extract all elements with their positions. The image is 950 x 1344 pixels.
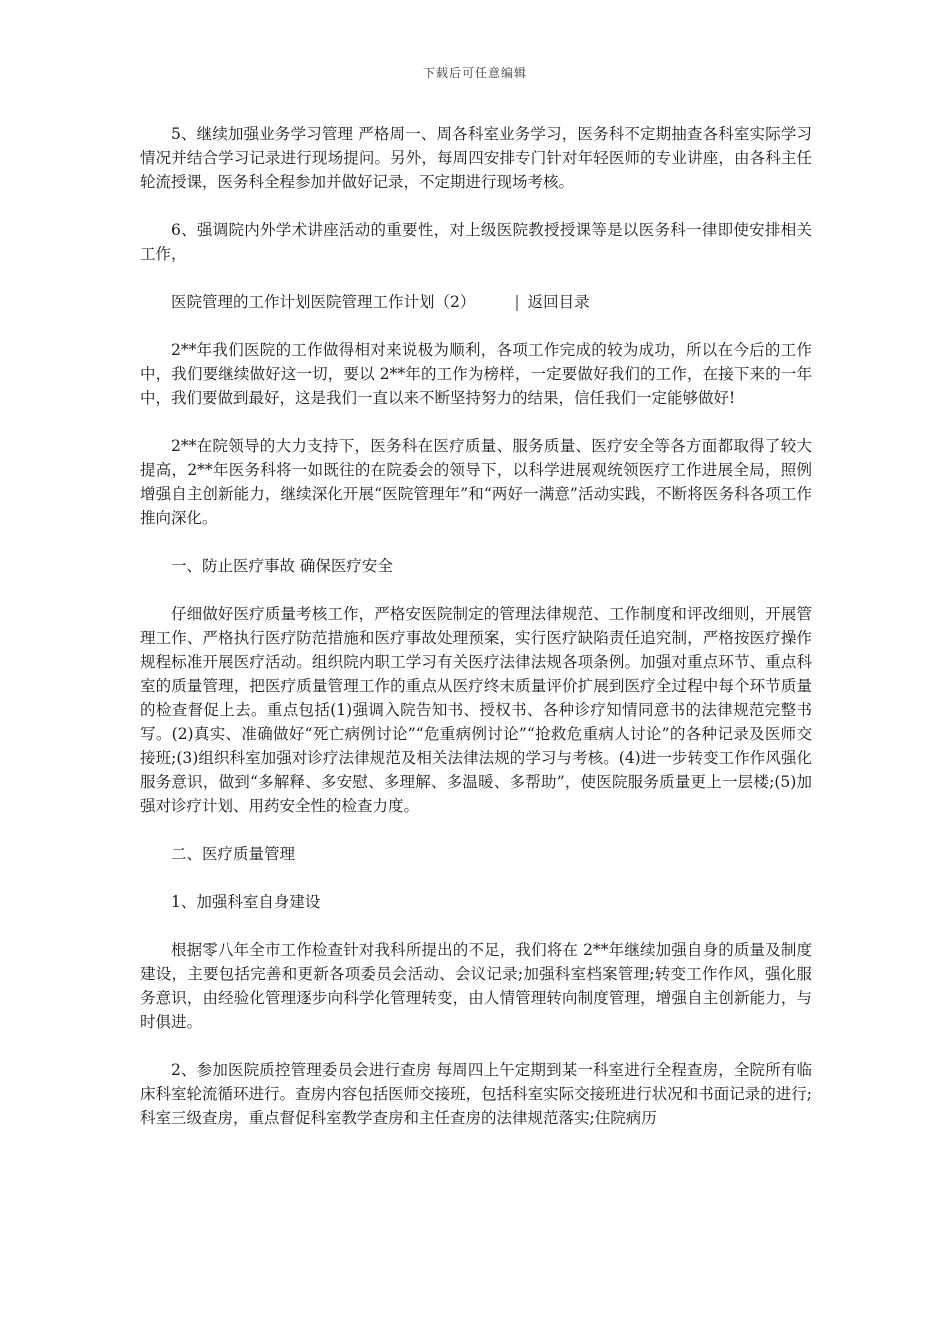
subsection-heading: 1、加强科室自身建设 xyxy=(171,893,321,911)
paragraph: 5、继续加强业务学习管理 严格周一、周各科室业务学习，医务科不定期抽查各科室实际学习情况并结合学习记录进行现场提问。另外，每周四安排专门针对年轻医师的专业讲座，由各科主任轮流授课，医务科全程参加并做好记录，不定期进行现场考核。 xyxy=(140,125,812,191)
paragraph: 仔细做好医疗质量考核工作，严格安医院制定的管理法律规范、工作制度和评改细则，开展管理工作、严格执行医疗防范措施和医疗事故处理预案，实行医疗缺陷责任追究制，严格按医疗操作规程标准开展医疗活动。组织院内职工学习有关医疗法律法规各项条例。加强对重点环节、重点科室的质量管理，把医疗质量管理工作的重点从医疗终末质量评价扩展到医疗全过程中每个环节质量的检查督促上去。重点包括(1)强调入院告知书、授权书、各种诊疗知情同意书的法律规范完整书写。(2)真实、准确做好“死亡病例讨论”“危重病例讨论”“抢救危重病人讨论”的各种记录及医师交接班;(3)组织科室加强对诊疗法律规范及相关法律法规的学习与考核。(4)进一步转变工作作风强化服务意识，做到“多解释、多安慰、多理解、多温暖、多帮助”，使医院服务质量更上一层楼;(5)加强对诊疗计划、用药安全性的检查力度。 xyxy=(140,605,812,815)
back-to-contents-link[interactable]: 返回目录 xyxy=(527,293,590,311)
section-title-text: 医院管理的工作计划医院管理工作计划（2） xyxy=(171,293,476,311)
title-separator: | xyxy=(514,293,520,311)
section-heading: 二、医疗质量管理 xyxy=(171,845,296,863)
section-heading: 一、防止医疗事故 确保医疗安全 xyxy=(171,557,393,575)
paragraph: 根据零八年全市工作检查针对我科所提出的不足，我们将在 2**年继续加强自身的质量及制度建设，主要包括完善和更新各项委员会活动、会议记录;加强科室档案管理;转变工作作风，强化服务意识，由经验化管理逐步向科学化管理转变，由人情管理转向制度管理，增强自主创新能力，与时俱进。 xyxy=(140,941,812,1031)
paragraph: 2**年我们医院的工作做得相对来说极为顺利，各项工作完成的较为成功，所以在今后的工作中，我们要继续做好这一切，要以 2**年的工作为榜样，一定要做好我们的工作，在接下来的一年中，我们要做到最好，这是我们一直以来不断坚持努力的结果，信任我们一定能够做好! xyxy=(140,341,812,407)
paragraph: 2、参加医院质控管理委员会进行查房 每周四上午定期到某一科室进行全程查房，全院所有临床科室轮流循环进行。查房内容包括医师交接班，包括科室实际交接班进行状况和书面记录的进行;科室三级查房，重点督促科室教学查房和主任查房的法律规范落实;住院病历 xyxy=(140,1061,812,1127)
paragraph: 6、强调院内外学术讲座活动的重要性，对上级医院教授授课等是以医务科一律即使安排相关工作， xyxy=(140,221,812,263)
paragraph: 2**在院领导的大力支持下，医务科在医疗质量、服务质量、医疗安全等各方面都取得了较大提高，2**年医务科将一如既往的在院委会的领导下，以科学进展观统领医疗工作进展全局，照例增强自主创新能力，继续深化开展“医院管理年”和“两好一满意”活动实践，不断将医务科各项工作推向深化。 xyxy=(140,437,812,527)
page-header-note: 下载后可任意编辑 xyxy=(422,66,527,80)
section-title xyxy=(140,290,812,314)
document-body xyxy=(140,122,812,1154)
